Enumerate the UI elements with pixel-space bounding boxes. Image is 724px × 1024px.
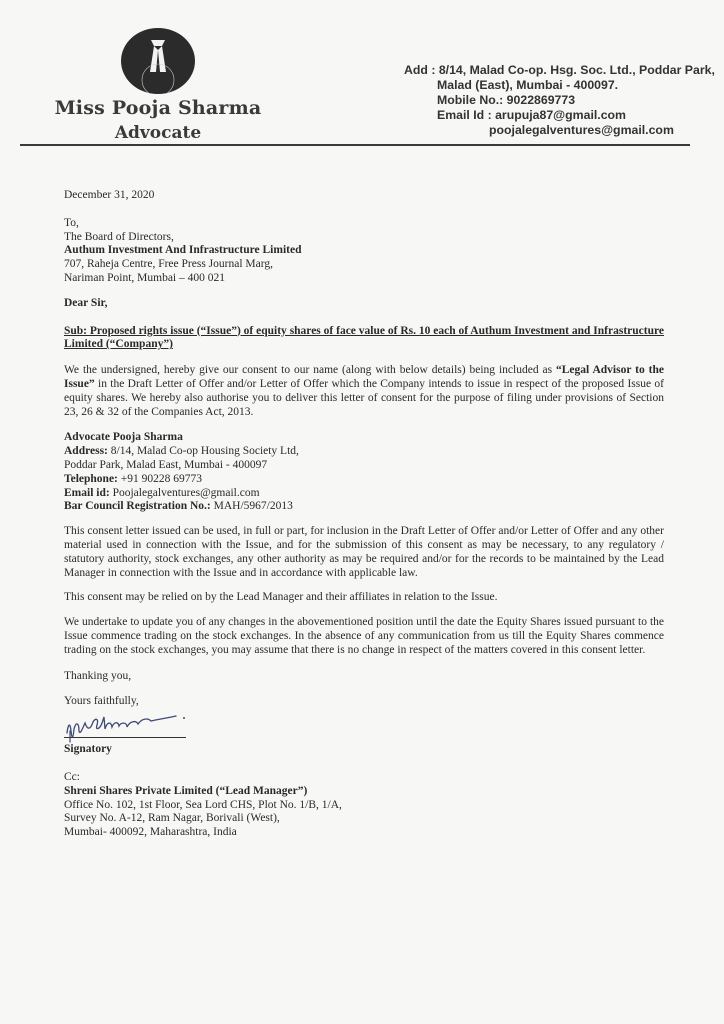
legal-advisor-role: “Legal Advisor to the Issue” (64, 364, 664, 390)
recipient-address-2: Nariman Point, Mumbai – 400 021 (64, 271, 225, 284)
recipient-line-1: The Board of Directors, (64, 230, 174, 243)
salutation: Dear Sir, (64, 296, 108, 309)
details-bar-council: Bar Council Registration No.: MAH/5967/2013 (64, 500, 293, 513)
email-line-1: Email Id : arupuja87@gmail.com (437, 108, 626, 122)
closing-line: Yours faithfully, (64, 695, 139, 708)
details-telephone: Telephone: +91 90228 69773 (64, 472, 203, 485)
letter-date: December 31, 2020 (64, 189, 155, 201)
details-email: Email id: Poojalegalventures@gmail.com (64, 486, 260, 499)
advocate-band-icon (121, 28, 195, 94)
address-line-2: Malad (East), Mumbai - 400097. (437, 78, 619, 92)
cc-address-2: Survey No. A-12, Ram Nagar, Borivali (West), (64, 812, 280, 825)
usage-paragraph: This consent letter issued can be used, in full or part, for inclusion in the Draft Letter of Offer and/or Letter of Offer and any other material used in connection with the Issue, and for the submission of this consent as may be necessary, to any regulatory / statutory authority, stock exchanges, any other authority as may be required and/or for the records to be maintained by the Lead Manager in connection with the Issue and in accordance with applicable law. (64, 525, 664, 579)
email-line-2: poojalegalventures@gmail.com (489, 123, 674, 137)
advocate-name: Miss Pooja Sharma (54, 97, 262, 119)
reliance-paragraph: This consent may be relied on by the Lead Manager and their affiliates in relation to the Issue. (64, 591, 498, 604)
undertaking-paragraph: We undertake to update you of any changes in the abovementioned position until the date the Equity Shares issued pursuant to the Issue commence trading on the stock exchanges. In the absence of any communication from us till the Equity Shares commence trading on the stock exchanges, you may assume that there is no change in respect of the matters covered in this consent letter. (64, 616, 664, 656)
mobile-number: Mobile No.: 9022869773 (437, 93, 576, 107)
recipient-company: Authum Investment And Infrastructure Limited (64, 244, 302, 257)
advocate-details-name: Advocate Pooja Sharma (64, 431, 183, 444)
letterhead-divider (20, 144, 690, 146)
cc-address-3: Mumbai- 400092, Maharashtra, India (64, 826, 237, 839)
letter-body (64, 189, 664, 840)
to-label: To, (64, 216, 79, 229)
advocate-title: Advocate (114, 123, 202, 143)
subject-line: Sub: Proposed rights issue (“Issue”) of equity shares of face value of Rs. 10 each of Authum Investment and Infrastructure Limited (“Company”) (64, 324, 664, 351)
thanks-line: Thanking you, (64, 669, 132, 682)
cc-label: Cc: (64, 770, 80, 783)
cc-address-1: Office No. 102, 1st Floor, Sea Lord CHS, Plot No. 1/B, 1/A, (64, 798, 342, 811)
details-address: Address: 8/14, Malad Co-op Housing Society Ltd, (64, 445, 299, 458)
signatory-label: Signatory (64, 743, 112, 756)
cc-company: Shreni Shares Private Limited (“Lead Manager”) (64, 784, 308, 797)
address-line-1: Add : 8/14, Malad Co-op. Hsg. Soc. Ltd., Poddar Park, (404, 63, 715, 77)
recipient-address-1: 707, Raheja Centre, Free Press Journal Marg, (64, 258, 273, 271)
letterhead-contact (404, 63, 715, 138)
advocate-logo (121, 28, 195, 94)
consent-paragraph: We the undersigned, hereby give our consent to our name (along with below details) being included as “Legal Advisor to the Issue” in the Draft Letter of Offer and/or Letter of Offer which the Company intends to issue in respect of the proposed Issue of equity shares. We hereby also authorise you to deliver this letter of consent for the purpose of filing under provisions of Section 23, 26 & 32 of the Companies Act, 2013. (64, 364, 664, 418)
signature (64, 709, 204, 743)
details-address-2: Poddar Park, Malad East, Mumbai - 400097 (64, 458, 268, 471)
signature-line (64, 737, 186, 738)
